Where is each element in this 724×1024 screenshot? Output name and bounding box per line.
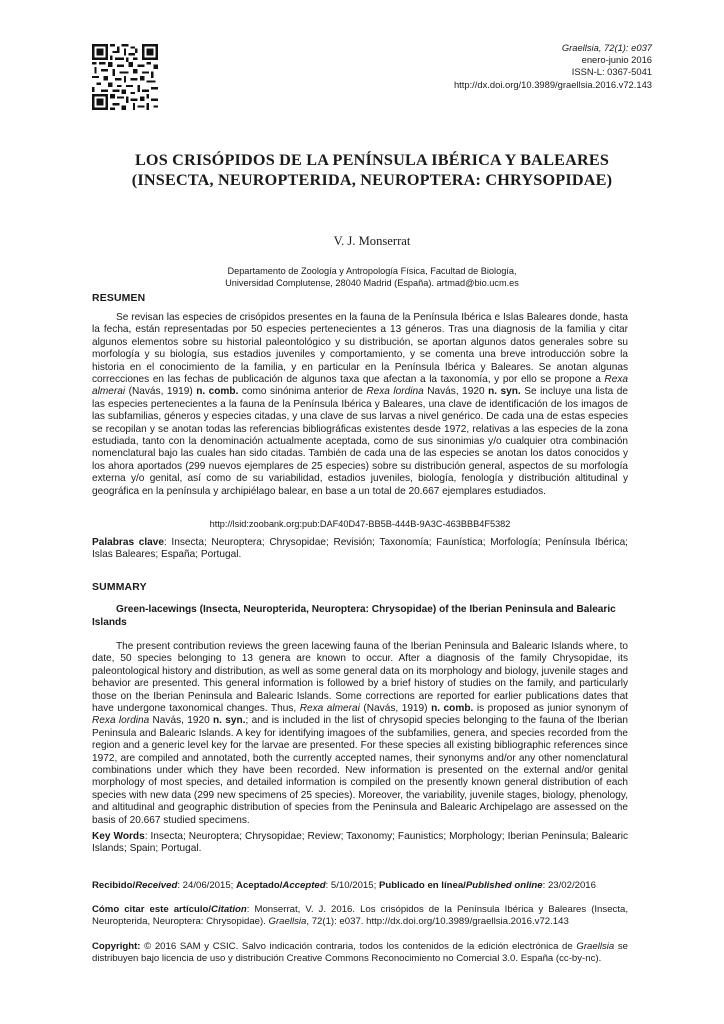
resumen-species-2: Rexa lordina — [366, 386, 424, 398]
resumen-ncomb: n. comb. — [196, 386, 239, 398]
palabras-clave-label: Palabras clave — [92, 537, 164, 548]
citation-text-2[interactable]: , 72(1): e037. http://dx.doi.org/10.3989/graellsia.2016.v72.143 — [306, 916, 569, 927]
resumen-text-1: Se revisan las especies de crisópidos presentes en la fauna de la Península Ibérica e Islas Baleares donde, hasta la fecha, están representadas por 50 especies pertenecientes a 13 géneros. Tras una diagnosis de la familia y citar algunos elementos sobre su historial paleontológico y su distribución, se aportan algunos datos generales sobre su morfología y su biología, sus estadios juveniles y comportamiento, y se comenta una breve introducción sobre la historia en el conocimiento de la familia, y en particular en la Península Ibérica y Baleares. Se anotan algunas correcciones en las fechas de publicación de algunos taxa que afectan a la taxonomía, y por ello se propone a — [92, 312, 628, 386]
citation — [92, 904, 628, 928]
published-label: Publicado en línea/ — [378, 880, 466, 891]
key-words-text: : Insecta; Neuroptera; Chrysopidae; Review; Taxonomy; Faunistics; Morphology; Iberian Peninsula; Balearic Islands; Spain; Portugal. — [92, 831, 629, 855]
copyright — [92, 941, 628, 965]
affiliation-line-2: Universidad Complutense, 28040 Madrid (España). artmad@bio.ucm.es — [225, 278, 519, 288]
resumen-nsyn: n. syn. — [488, 386, 521, 398]
summary-paragraph — [92, 641, 628, 827]
journal-header — [454, 42, 652, 91]
summary-nsyn: n. syn. — [213, 715, 246, 727]
issn: ISSN-L: 0367-5041 — [571, 66, 652, 78]
summary-ncomb: n. comb. — [431, 703, 474, 715]
resumen-text-4: Navás, 1920 — [423, 386, 489, 398]
affiliation-line-1: Departamento de Zoología y Antropología Física, Facultad de Biología, — [227, 266, 517, 276]
palabras-clave-text: : Insecta; Neuroptera; Chrysopidae; Revisión; Taxonomía; Faunística; Morfología; Península Ibérica; Islas Baleares; España; Portugal. — [92, 537, 628, 561]
summary-species-1: Rexa almerai — [299, 703, 360, 715]
key-words — [92, 831, 628, 856]
resumen-paragraph — [92, 312, 628, 498]
copyright-journal: Graellsia — [576, 941, 615, 952]
citation-label-en: Citation — [211, 904, 247, 915]
title-line-1: LOS CRISÓPIDOS DE LA PENÍNSULA IBÉRICA Y BALEARES — [134, 151, 610, 169]
citation-text: : Monserrat, V. J. 2016. Los crisópidos de la Península Ibérica y Baleares (Insecta, Neuropterida, Neuroptera: Chrysopidae). — [92, 904, 628, 927]
copyright-label: Copyright: — [92, 941, 141, 952]
summary-text-4: Navás, 1920 — [149, 715, 214, 727]
key-words-label: Key Words — [92, 831, 145, 842]
journal-citation: Graellsia, 72(1): e037 — [561, 42, 652, 53]
citation-label: Cómo citar este artículo/ — [92, 904, 212, 915]
resumen-heading: RESUMEN — [92, 293, 146, 304]
resumen-species-1: Rexa almerai — [92, 374, 628, 398]
accepted-label: Aceptado/ — [236, 880, 283, 891]
issue-date: enero-junio 2016 — [581, 54, 652, 66]
published-label-en: Published online — [465, 880, 543, 891]
resumen-text-5: Se incluye una lista de las especies pertenecientes a la fauna de la Península Ibérica y Baleares, una clave de identificación de los imagos de las subfamilias, géneros y especies citadas, y una clave de sus larvas a nivel genérico. De cada una de estas especies se recopilan y se anotan todas las referencias bibliográficas existentes desde 1972, relativas a las especies de la zona estudiada, tanto con la denominación actualmente aceptada, como de sus sinonimias y/o cualquier otra combinación nomenclatural bajo las cuales han sido citadas. También de cada una de las especies se anotan los datos conocidos y los ahora aportados (299 nuevos ejemplares de 25 especies) sobre su distribución general, aspectos de su morfología externa y/o genital, así como de su variabilidad, estadios juveniles, biología, fenología y distribución altitudinal y geográfica en la península y archipiélago balear, en base a un total de 20.667 ejemplares estudiados. — [92, 386, 628, 497]
published-date: : 23/02/2016 — [542, 880, 596, 891]
resumen-text-2: (Navás, 1919) — [125, 386, 197, 398]
summary-heading: SUMMARY — [92, 582, 147, 593]
copyright-text: © 2016 SAM y CSIC. Salvo indicación contraria, todos los contenidos de la edición electrónica de — [140, 941, 577, 952]
title-line-2: (INSECTA, NEUROPTERIDA, NEUROPTERA: CHRYSOPIDAE) — [131, 171, 613, 189]
author-name: V. J. Monserrat — [333, 234, 411, 248]
zoobank-lsid[interactable]: http://lsid:zoobank.org:pub:DAF40D47-BB5B-444B-9A3C-463BBB4F5382 — [209, 519, 511, 529]
received-label: Recibido/ — [92, 880, 136, 891]
affiliation — [92, 265, 652, 289]
article-title — [92, 150, 652, 190]
palabras-clave — [92, 537, 628, 562]
citation-journal: Graellsia — [268, 916, 307, 927]
qr-code-icon[interactable] — [92, 44, 158, 110]
summary-text-2: (Navás, 1919) — [359, 703, 432, 715]
article-dates — [92, 880, 628, 892]
accepted-label-en: Accepted — [282, 880, 326, 891]
summary-text-1: The present contribution reviews the green lacewing fauna of the Iberian Peninsula and Balearic Islands where, to date, 50 species belonging to 13 genera are known to occur. After a diagnosis of the family Chrysopidae, its paleontological history and distribution, as well as some general data on its morphology and biology, juvenile stages and behavior are presented. This general information is followed by a brief history of studies on the family, and particularly those on the Iberian Peninsula and Balearic Islands. Some corrections are reported for earlier publications dates that have undergone taxonomical changes. Thus, — [92, 641, 628, 715]
summary-species-2: Rexa lordina — [92, 715, 150, 727]
received-date: : 24/06/2015; — [177, 880, 237, 891]
accepted-date: : 5/10/2015; — [325, 880, 379, 891]
received-label-en: Received — [135, 880, 178, 891]
doi-link[interactable]: http://dx.doi.org/10.3989/graellsia.2016.v72.143 — [453, 78, 652, 90]
english-title: Green-lacewings (Insecta, Neuropterida, Neuroptera: Chrysopidae) of the Iberian Peninsula and Balearic Islands — [92, 604, 616, 628]
summary-text-5: ; and is included in the list of chrysopid species belonging to the fauna of the Iberian Peninsula and Balearic Islands. A key for identifying imagoes of the subfamilies, genera, and species recorded from the region and a generic level key for the larvae are presented. For these species all existing bibliographic references since 1972, are compiled and annotated, both the currently accepted names, their synonyms and/or any other nomenclatural combinations under which they have been recorded. New information is presented on the external and/or genital morphology of most species, and detailed information is compiled on the presently known general distribution of each species with new data (299 new specimens of 25 species). Moreover, the variability, juvenile stages, biology, phenology, and altitudinal and geographic distribution of species from the Peninsula and Balearic Archipelago are assessed on the basis of 20.667 studied specimens. — [92, 715, 628, 826]
copyright-text-2: se distribuyen bajo licencia de uso y distribución Creative Commons Reconocimiento no Comercial 3.0. España (cc-by-nc). — [92, 941, 628, 964]
resumen-text-3: como sinónima anterior de — [238, 386, 367, 398]
summary-text-3: is proposed as junior synonym of — [473, 703, 628, 715]
